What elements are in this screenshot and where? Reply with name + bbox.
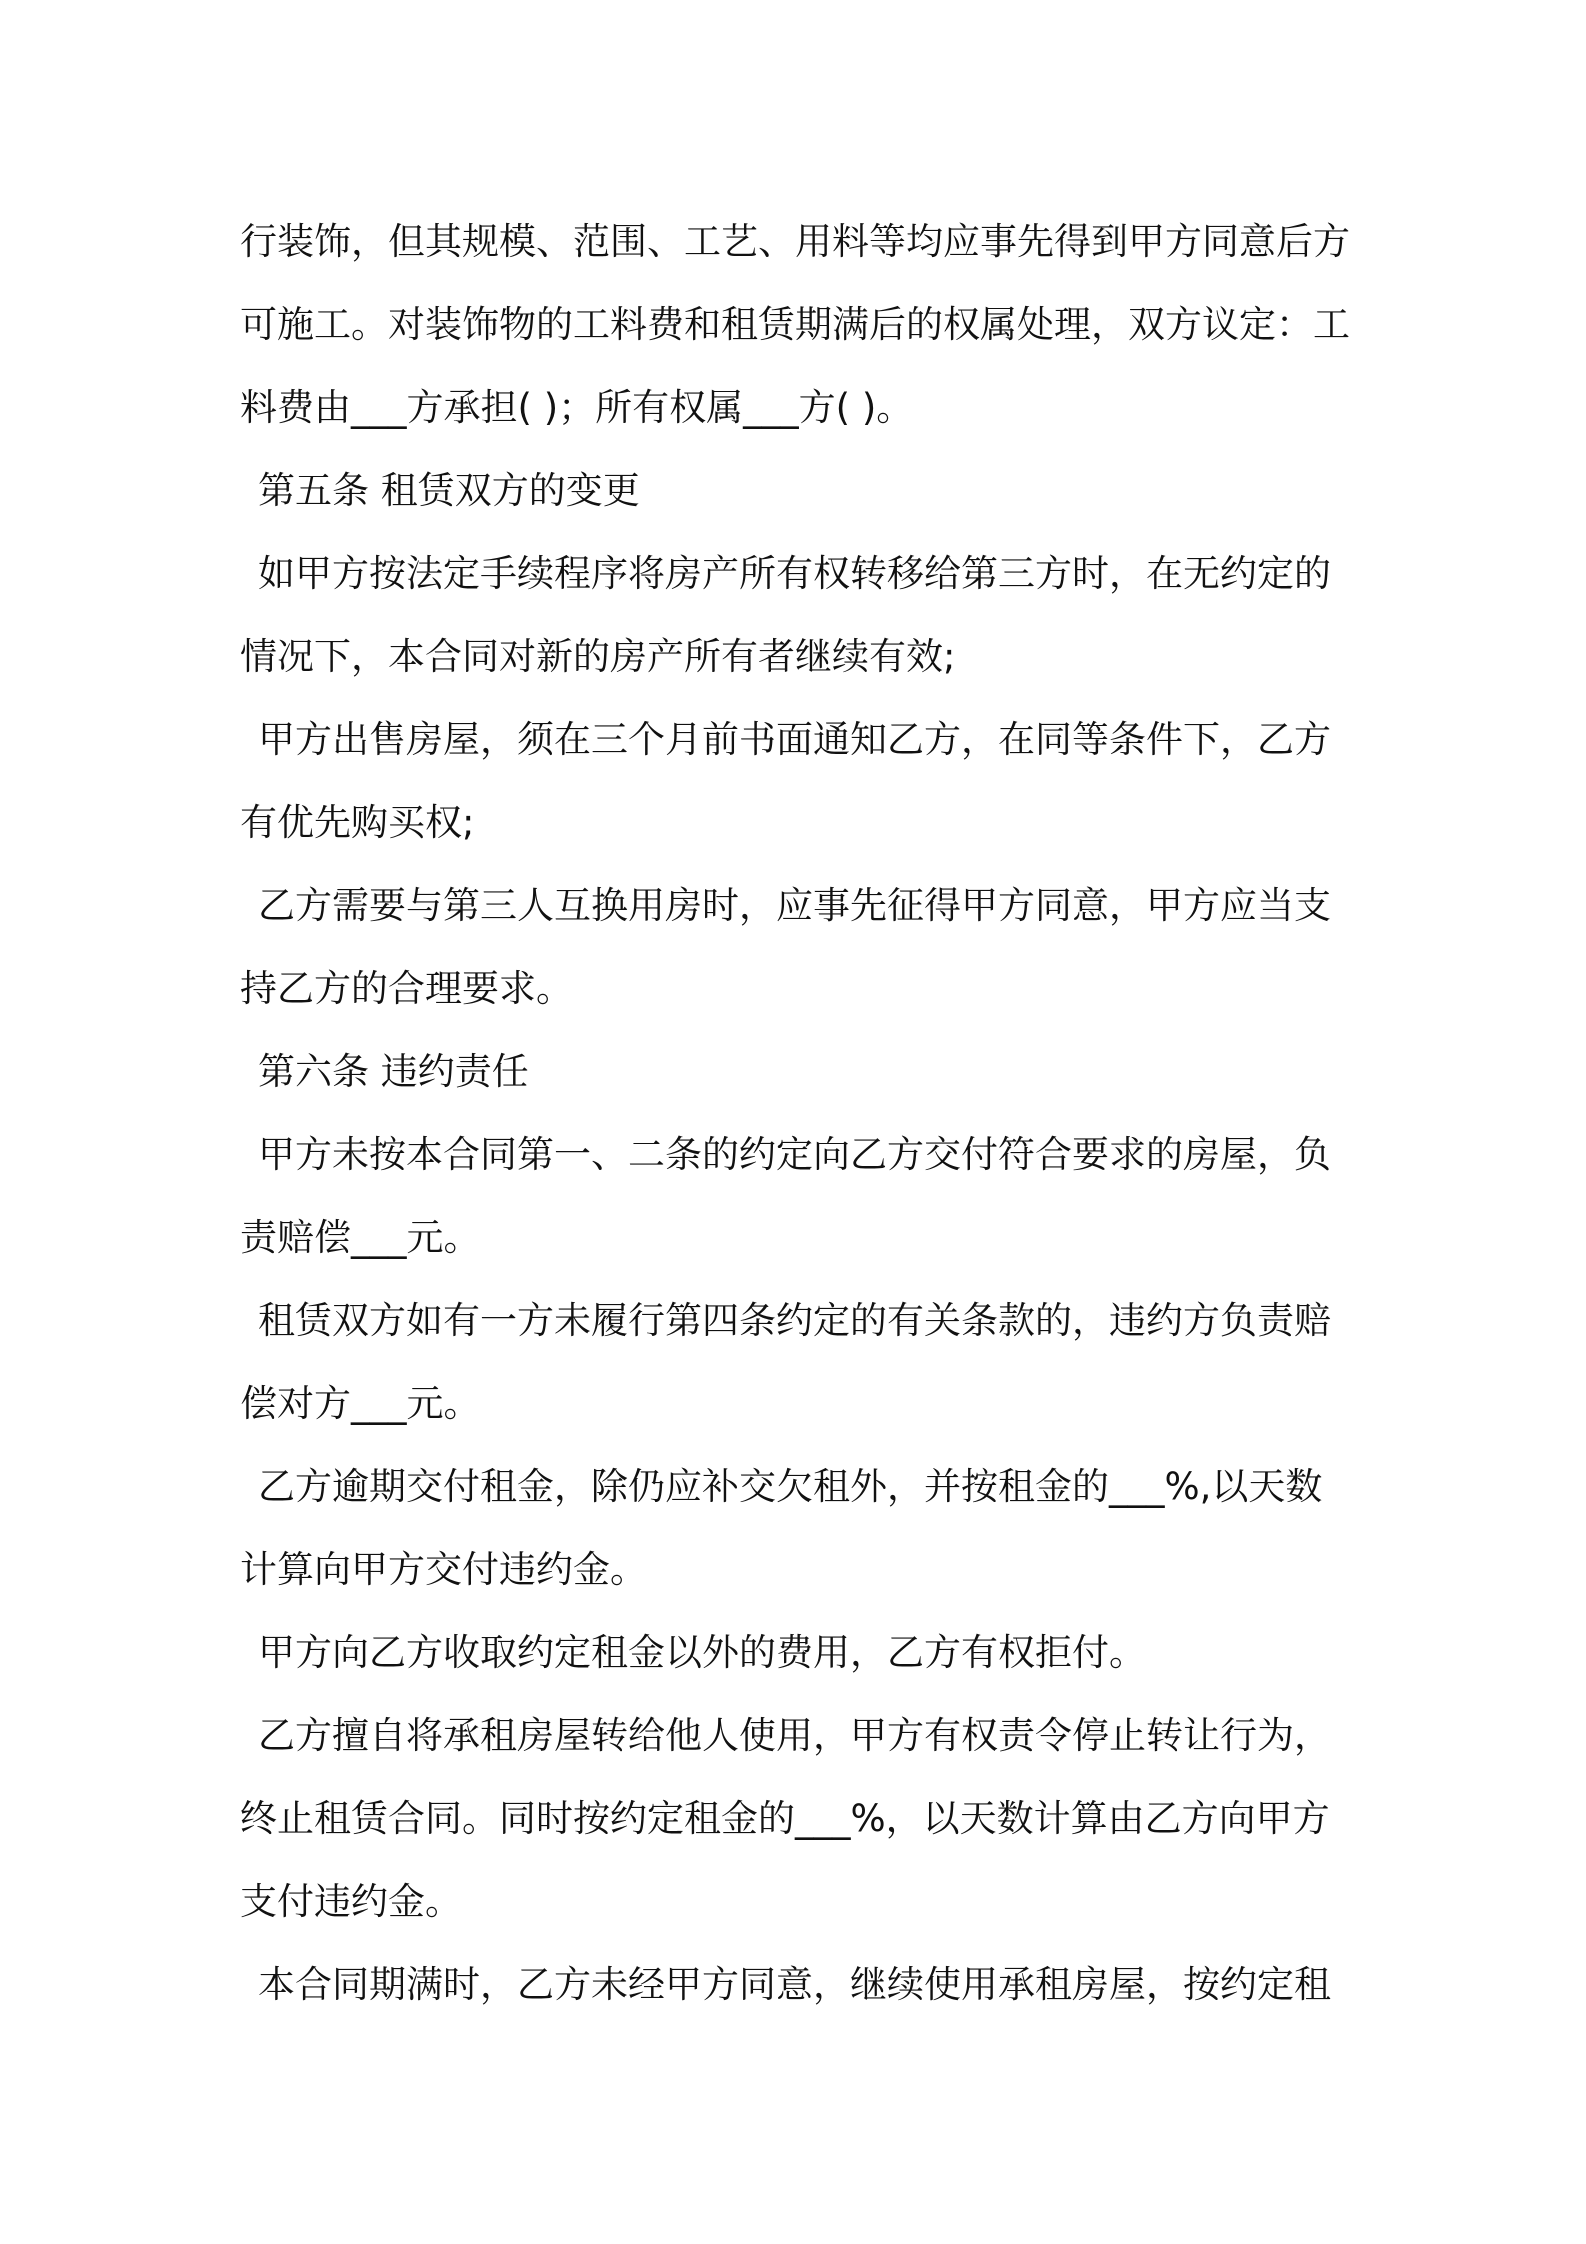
- text-line: 甲方向乙方收取约定租金以外的费用，乙方有权拒付。: [258, 1631, 1146, 1674]
- text-line: 乙方逾期交付租金，除仍应补交欠租外，并按租金的___%,以天数: [258, 1465, 1323, 1508]
- text-line: 乙方需要与第三人互换用房时，应事先征得甲方同意，甲方应当支: [258, 884, 1331, 927]
- text-line: 偿对方___元。: [240, 1382, 481, 1425]
- text-line: 支付违约金。: [240, 1880, 462, 1923]
- text-line: 第五条 租赁双方的变更: [258, 469, 640, 512]
- text-line: 租赁双方如有一方未履行第四条约定的有关条款的，违约方负责赔: [258, 1299, 1331, 1342]
- text-line: 甲方未按本合同第一、二条的约定向乙方交付符合要求的房屋，负: [258, 1133, 1331, 1176]
- text-line: 终止租赁合同。同时按约定租金的___%，以天数计算由乙方向甲方: [240, 1797, 1330, 1840]
- text-line: 本合同期满时，乙方未经甲方同意，继续使用承租房屋，按约定租: [258, 1963, 1331, 2006]
- document-body: [240, 200, 1360, 2026]
- text-line: 情况下，本合同对新的房产所有者继续有效;: [240, 635, 956, 678]
- text-line: 计算向甲方交付违约金。: [240, 1548, 647, 1591]
- text-line: 有优先购买权;: [240, 801, 475, 844]
- text-line: 第六条 违约责任: [258, 1050, 529, 1093]
- text-line: 持乙方的合理要求。: [240, 967, 573, 1010]
- text-line: 如甲方按法定手续程序将房产所有权转移给第三方时，在无约定的: [258, 552, 1331, 595]
- text-line: 料费由___方承担( )；所有权属___方( )。: [240, 386, 914, 429]
- text-line: 可施工。对装饰物的工料费和租赁期满后的权属处理，双方议定：工: [240, 303, 1350, 346]
- text-line: 甲方出售房屋，须在三个月前书面通知乙方，在同等条件下，乙方: [258, 718, 1331, 761]
- text-line: 行装饰，但其规模、范围、工艺、用料等均应事先得到甲方同意后方: [240, 220, 1350, 263]
- text-line: 乙方擅自将承租房屋转给他人使用，甲方有权责令停止转让行为，: [258, 1714, 1331, 1757]
- text-line: 责赔偿___元。: [240, 1216, 481, 1259]
